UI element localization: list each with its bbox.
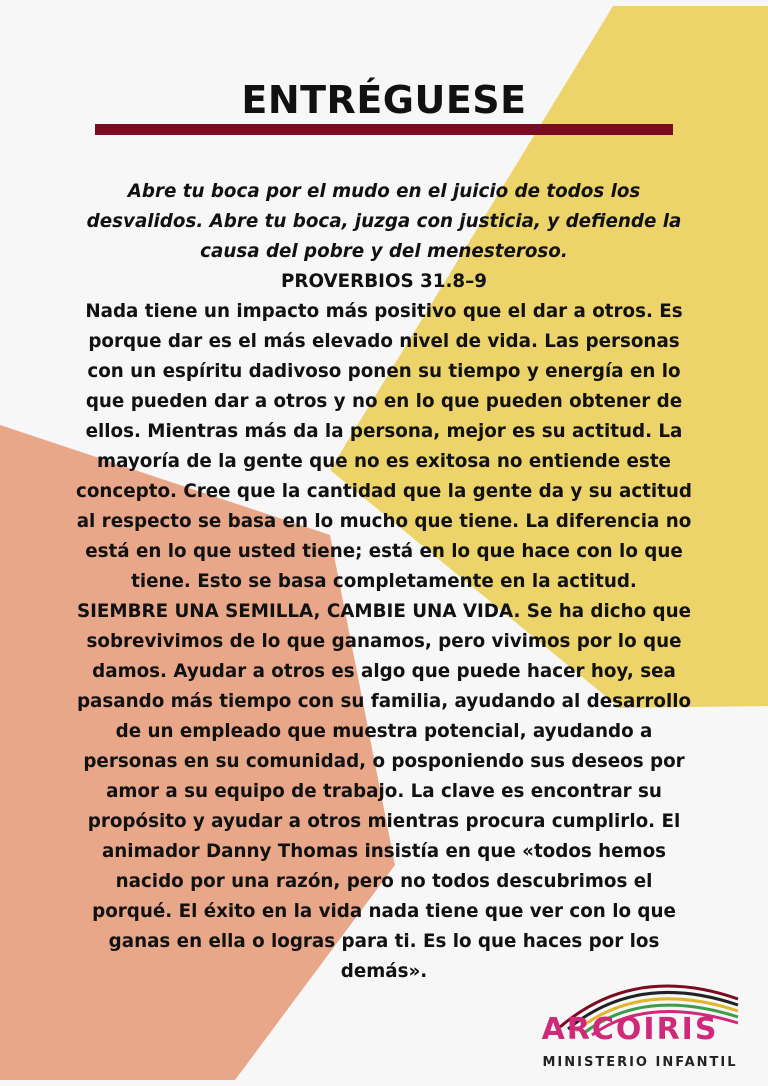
logo-subtitle: MINISTERIO INFANTIL — [542, 1055, 738, 1070]
logo-wordmark: ARCOIRIS — [541, 1012, 719, 1047]
title-underline-bar — [95, 124, 673, 135]
page-title: ENTRÉGUESE — [241, 78, 527, 122]
paragraph-1: Nada tiene un impacto más positivo que el dar a otros. Es porque dar es el más elevado nivel de vida. Las personas con un espíritu dadivoso ponen su tiempo y energía en lo que pueden dar a otros y no en lo que pueden obtener de ellos. Mientras más da la persona, mejor es su actitud. La mayoría de la gente que no es exitosa no entiende este concepto. Cree que la cantidad que la gente da y su actitud al respecto se basa en lo mucho que tiene. La diferencia no está en lo que usted tiene; está en lo que hace con lo que tiene. Esto se basa completamente en la actitud. — [75, 301, 692, 592]
paragraph-2: SIEMBRE UNA SEMILLA, CAMBIE UNA VIDA. Se ha dicho que sobrevivimos de lo que ganamos, pero vivimos por lo que damos. Ayudar a otros es algo que puede hacer hoy, sea pasando más tiempo con su familia, ayudando al desarrollo de un empleado que muestra potencial, ayudando a personas en su comunidad, o posponiendo sus deseos por amor a su equipo de trabajo. La clave es encontrar su propósito y ayudar a otros mientras procura cumplirlo. El animador Danny Thomas insistía en que «todos hemos nacido por una razón, pero no todos descubrimos el porqué. El éxito en la vida nada tiene que ver con lo que ganas en ella o logras para ti. Es lo que haces por los demás». — [76, 601, 692, 982]
arcoiris-logo — [540, 965, 750, 1075]
bible-verse: Abre tu boca por el mudo en el juicio de todos los desvalidos. Abre tu boca, juzga con justicia, y defiende la causa del pobre y del menesteroso. — [86, 181, 682, 262]
verse-reference: PROVERBIOS 31.8–9 — [280, 271, 487, 292]
article-body — [74, 177, 694, 987]
